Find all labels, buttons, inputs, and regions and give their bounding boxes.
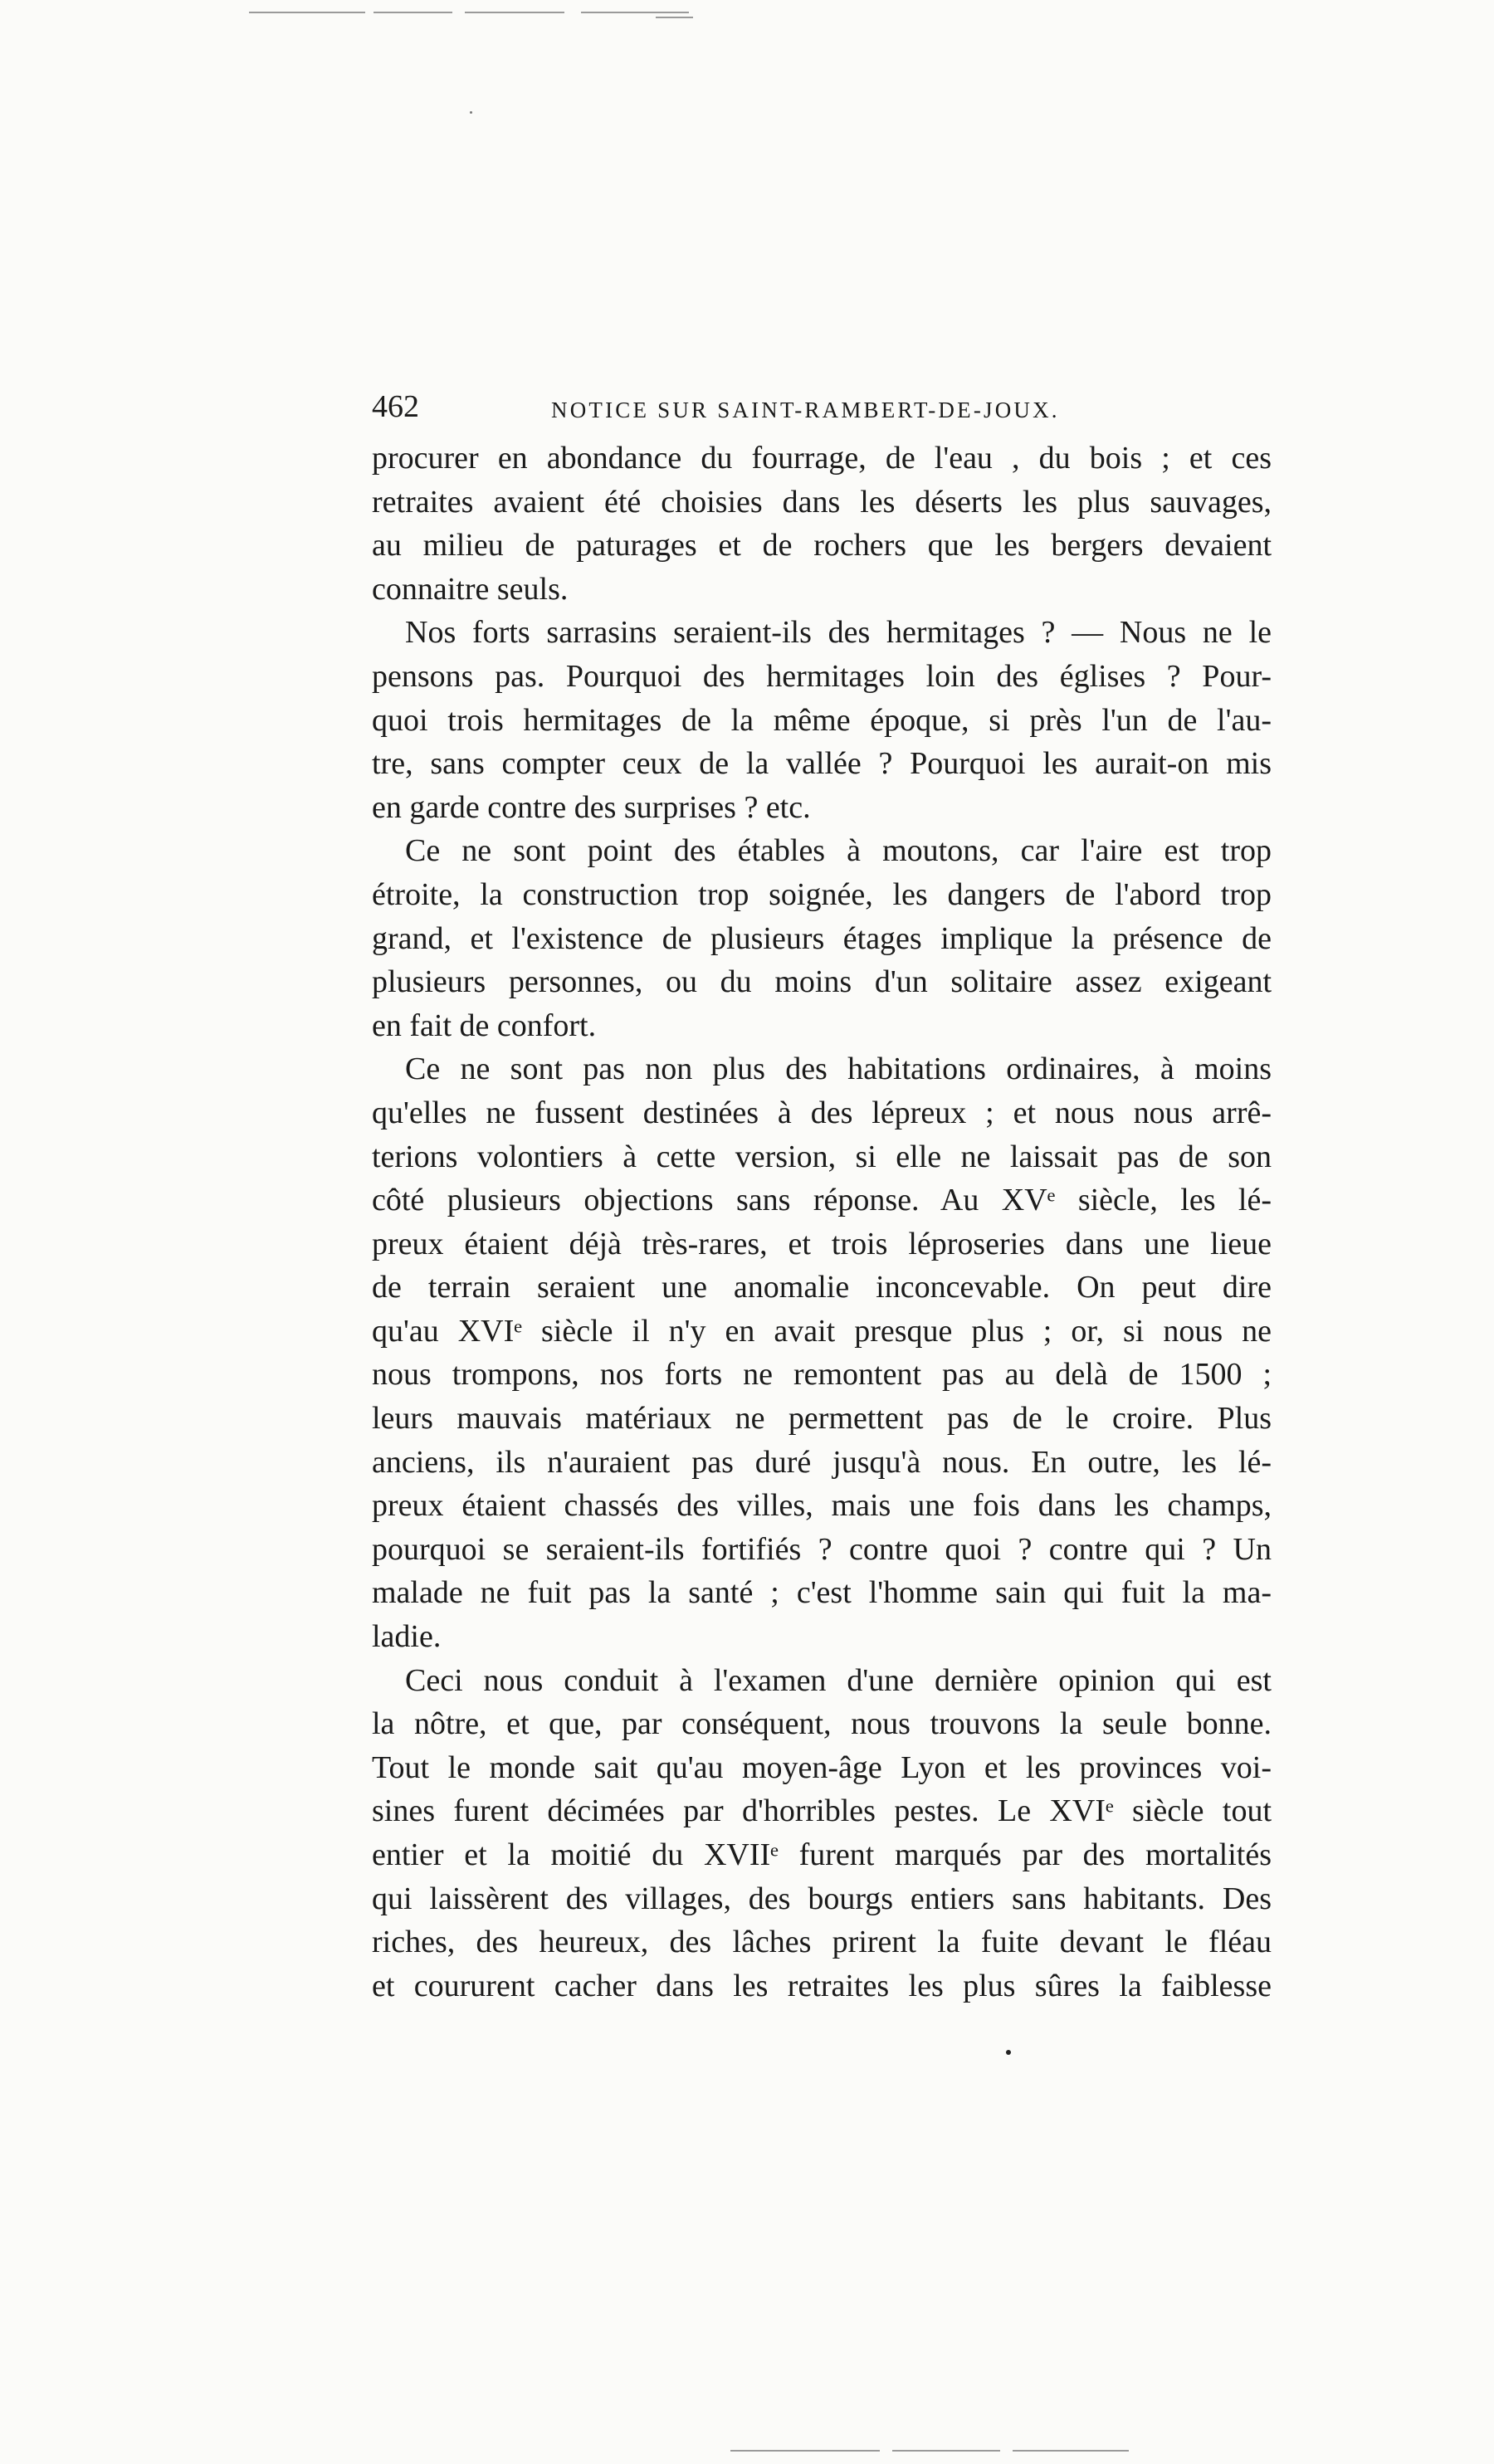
text-line: côté plusieurs objections sans réponse. Au XVᵉ siècle, les lé- (372, 1183, 1272, 1218)
body-text (372, 437, 1272, 2008)
text-line: Tout le monde sait qu'au moyen-âge Lyon et les provinces voi- (372, 1749, 1272, 1785)
scan-artifact-line (892, 2450, 1000, 2452)
text-line: preux étaient chassés des villes, mais une fois dans les champs, (372, 1488, 1272, 1524)
text-line: procurer en abondance du fourrage, de l'eau , du bois ; et ces (372, 441, 1272, 476)
scan-artifact-line (249, 12, 365, 13)
page-number: 462 (372, 389, 419, 424)
text-line: qu'elles ne fussent destinées à des lépreux ; et nous nous arrê- (372, 1095, 1272, 1130)
text-line: la nôtre, et que, par conséquent, nous trouvons la seule bonne. (372, 1706, 1272, 1742)
text-line: Ce ne sont pas non plus des habitations ordinaires, à moins (405, 1051, 1272, 1087)
text-line: Ce ne sont point des étables à moutons, car l'aire est trop (405, 833, 1272, 869)
page-header (372, 383, 1272, 430)
text-line: terions volontiers à cette version, si elle ne laissait pas de son (372, 1139, 1272, 1174)
text-line: entier et la moitié du XVIIᵉ furent marqués par des mortalités (372, 1837, 1272, 1872)
text-line: connaitre seuls. (372, 571, 569, 607)
scan-artifact-line (465, 12, 564, 13)
text-line: de terrain seraient une anomalie inconcevable. On peut dire (372, 1270, 1272, 1305)
text-line: qui laissèrent des villages, des bourgs entiers sans habitants. Des (372, 1881, 1272, 1916)
text-line: retraites avaient été choisies dans les déserts les plus sauvages, (372, 484, 1272, 520)
text-line: pourquoi se seraient-ils fortifiés ? contre quoi ? contre qui ? Un (372, 1531, 1272, 1567)
text-line: et coururent cacher dans les retraites les plus sûres la faiblesse (372, 1968, 1272, 2003)
text-line: riches, des heureux, des lâches prirent la fuite devant le fléau (372, 1925, 1272, 1960)
text-line: Nos forts sarrasins seraient-ils des hermitages ? — Nous ne le (405, 615, 1272, 651)
text-line: plusieurs personnes, ou du moins d'un solitaire assez exigeant (372, 964, 1272, 1000)
text-line: leurs mauvais matériaux ne permettent pas de le croire. Plus (372, 1401, 1272, 1437)
text-line: tre, sans compter ceux de la vallée ? Pourquoi les aurait-on mis (372, 746, 1272, 782)
scan-artifact-line (1013, 2450, 1129, 2452)
text-line: qu'au XVIᵉ siècle il n'y en avait presque plus ; or, si nous ne (372, 1313, 1272, 1349)
scan-artifact-line (581, 12, 689, 13)
text-line: sines furent décimées par d'horribles pestes. Le XVIᵉ siècle tout (372, 1793, 1272, 1829)
running-title: NOTICE SUR SAINT-RAMBERT-DE-JOUX. (551, 398, 1060, 422)
text-line: anciens, ils n'auraient pas duré jusqu'à nous. En outre, les lé- (372, 1444, 1272, 1480)
text-line: grand, et l'existence de plusieurs étages implique la présence de (372, 920, 1272, 956)
text-line: étroite, la construction trop soignée, les dangers de l'abord trop (372, 876, 1272, 912)
text-line: en garde contre des surprises ? etc. (372, 789, 811, 825)
scan-artifact-line (656, 17, 693, 18)
text-line: en fait de confort. (372, 1008, 597, 1043)
text-line: au milieu de paturages et de rochers que les bergers devaient (372, 528, 1272, 564)
ink-speck (1006, 2050, 1011, 2055)
text-line: malade ne fuit pas la santé ; c'est l'homme sain qui fuit la ma- (372, 1575, 1272, 1611)
text-line: preux étaient déjà très-rares, et trois léproseries dans une lieue (372, 1226, 1272, 1261)
text-line: Ceci nous conduit à l'examen d'une dernière opinion qui est (405, 1662, 1272, 1698)
text-line: pensons pas. Pourquoi des hermitages loin des églises ? Pour- (372, 658, 1272, 694)
text-line: nous trompons, nos forts ne remontent pas au delà de 1500 ; (372, 1357, 1272, 1393)
scan-artifact-line (730, 2450, 880, 2452)
ink-speck (470, 111, 472, 114)
text-line: quoi trois hermitages de la même époque, si près l'un de l'au- (372, 702, 1272, 738)
scan-artifact-line (374, 12, 452, 13)
text-line: ladie. (372, 1619, 442, 1655)
